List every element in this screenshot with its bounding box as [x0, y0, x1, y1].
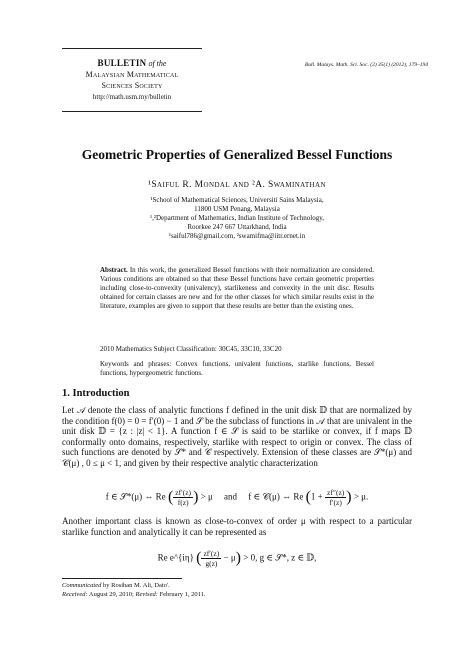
- paper-authors: ¹Saiful R. Mondal and ²A. Swaminathan: [148, 180, 326, 190]
- of-the-label: of the: [148, 58, 167, 68]
- bulletin-url: http://math.usm.my/bulletin: [92, 92, 172, 101]
- paper-title: Geometric Properties of Generalized Bessel Functions: [81, 147, 393, 162]
- eq1-left-prefix: f ∈ 𝒮*(μ) ⇔ Re: [105, 491, 166, 502]
- eq2-fraction: $\frac{zf'(z)}{g(z)}$: [203, 549, 220, 568]
- eq2-prefix: Re e^{iη}: [157, 552, 194, 563]
- intro-paragraph-1: Let 𝒜 denote the class of analytic functions f defined in the unit disk 𝔻 that are normalized by the condition f(0) = 0 = f′(0) − 1 and 𝒮 be the subclass of functions in 𝒜 that are univalent in the unit disk 𝔻 = {z : |z| < 1}. A function f ∈ 𝒮 is said to be starlike or convex, if f maps 𝔻 conformally onto domains, respectively, starlike with respect to origin or convex. The class of such functions are denoted by 𝒮* and 𝒞 respectively. Extension of these classes are 𝒮*(μ) and 𝒞(μ) , 0 ≤ μ < 1, and given by their respective analytic characterization: [62, 405, 412, 468]
- eq2-suffix: > 0, g ∈ 𝒮*, z ∈ 𝔻,: [243, 552, 317, 563]
- section-heading: 1. Introduction: [62, 388, 130, 399]
- society-line-2: Sciences Society: [101, 80, 163, 90]
- keywords: Keywords and phrases: Convex functions, univalent functions, starlike functions, Bessel functions, hypergeometric functions.: [100, 360, 374, 377]
- eq2-minus: − μ: [223, 552, 236, 563]
- eq1-right-one: 1 +: [310, 491, 323, 502]
- communicated-text: by Rosihan M. Ali, Dato'.: [102, 582, 170, 589]
- eq1-right-fraction: $\frac{zf''(z)}{f'(z)}$: [327, 488, 345, 507]
- affiliation-line: ¹School of Mathematical Sciences, Universiti Sains Malaysia,: [150, 196, 324, 204]
- eq1-left-suffix: > μ: [200, 491, 213, 502]
- society-line-1: Malaysian Mathematical: [85, 69, 179, 79]
- affiliation-line: Roorkee 247 667 Uttarkhand, India: [187, 223, 287, 231]
- communicated-label: Communicated: [62, 582, 102, 589]
- msc-classification: 2010 Mathematics Subject Classification: 30C45, 33C10, 33C20: [100, 345, 282, 353]
- footnote-rule: [62, 578, 182, 579]
- eq1-and: and: [224, 491, 238, 502]
- affiliation-line: 11800 USM Penang, Malaysia: [194, 205, 280, 213]
- journal-reference: Bull. Malays. Math. Sci. Soc. (2) 35(1) (2012), 179–194: [304, 62, 428, 68]
- bulletin-header: [62, 48, 202, 112]
- received-date: August 29, 2010;: [88, 590, 134, 598]
- revised-label: Revised:: [135, 590, 158, 598]
- abstract-lead: Abstract.: [100, 266, 128, 274]
- eq1-right-prefix: f ∈ 𝒞(μ) ⇔ Re: [248, 491, 304, 502]
- affiliation-line: ¹,²Department of Mathematics, Indian Institute of Technology,: [150, 214, 324, 222]
- bulletin-label: BULLETIN: [97, 57, 147, 68]
- abstract: [100, 266, 374, 311]
- footnote: [62, 582, 412, 599]
- abstract-text: In this work, the generalized Bessel functions with their normalization are considered. Various conditions are obtained so that these Bessel functions have certain geometric properties including close-to-convexity (univalency), starlikeness and convexity in the unit disc. Results obtained for certain classes are new and for the other classes for which similar results exist in the literature, examples are given to support that these results are better than the existing ones.: [100, 266, 375, 310]
- equation-starlike-convex: f ∈ 𝒮*(μ) ⇔ Re ( $\frac{zf'(z)}{f(z)}$ ) > μ and f ∈ 𝒞(μ) ⇔ Re (1 + $\frac{zf''(z)}{f'(z)}$ ) > μ.: [105, 488, 369, 507]
- eq1-right-suffix: > μ.: [353, 491, 369, 502]
- intro-paragraph-2: Another important class is known as close-to-convex of order μ with respect to a particular starlike function and analytically it can be represented as: [62, 516, 412, 537]
- eq1-left-fraction: $\frac{zf'(z)}{f(z)}$: [175, 488, 192, 507]
- revised-date: February 1, 2011.: [159, 590, 206, 598]
- affiliations: [0, 196, 474, 241]
- affiliation-emails: ¹saiful786@gmail.com, ²swamifma@iitr.ernet.in: [168, 232, 306, 240]
- received-label: Received:: [62, 590, 88, 598]
- equation-close-to-convex: Re e^{iη} ( $\frac{zf'(z)}{g(z)}$ − μ) > 0, g ∈ 𝒮*, z ∈ 𝔻,: [157, 549, 317, 568]
